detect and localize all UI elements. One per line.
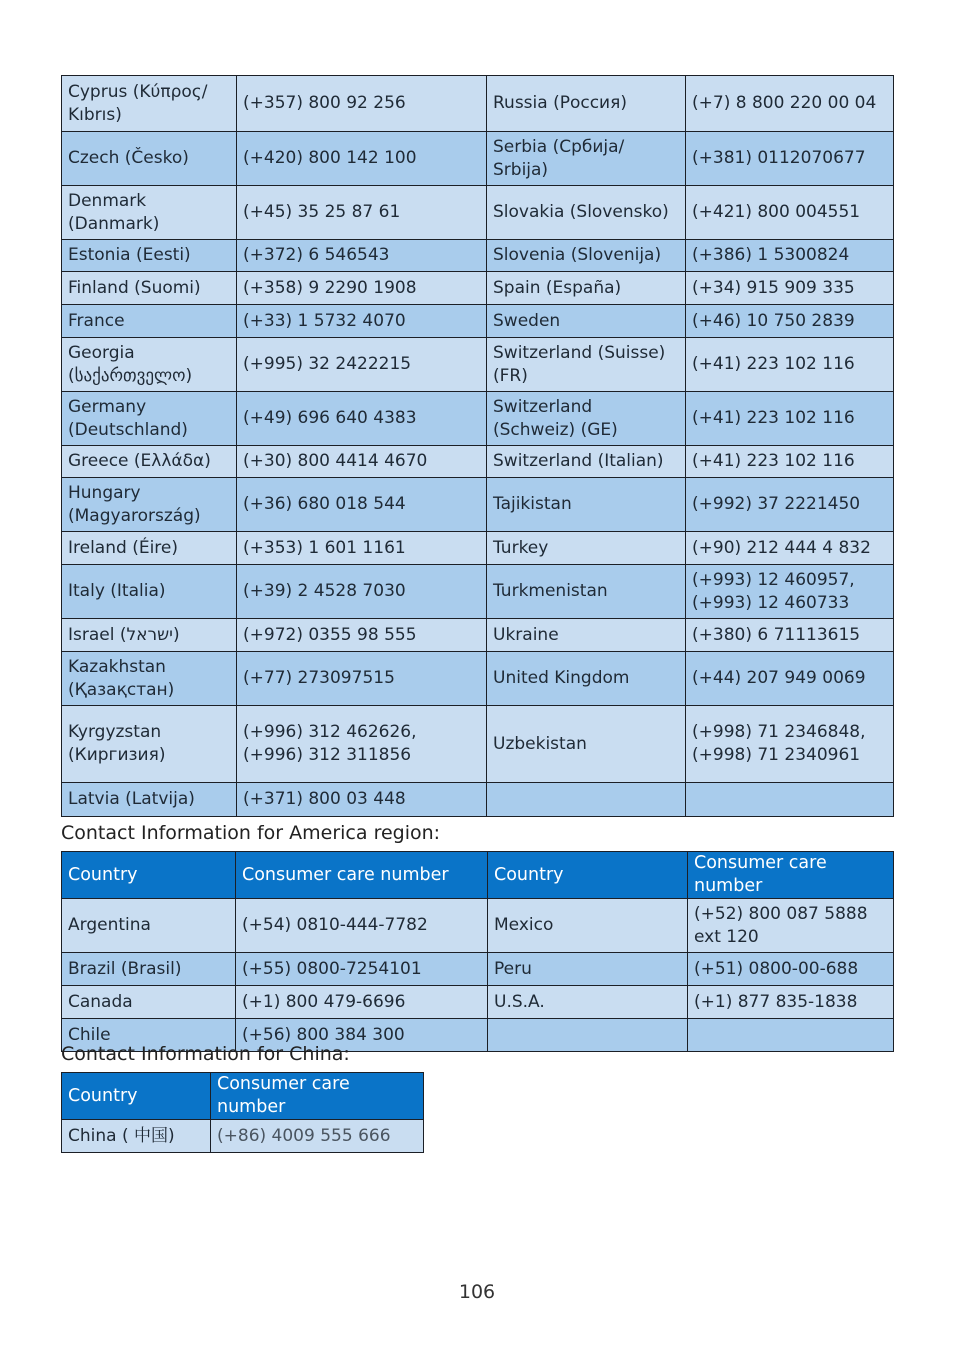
phone-cell: (+996) 312 462626, (+996) 312 311856: [237, 706, 487, 783]
country-cell: Latvia (Latvija): [62, 783, 237, 817]
country-cell: Peru: [488, 953, 688, 986]
phone-cell: (+41) 223 102 116: [686, 338, 894, 392]
phone-cell: (+55) 0800-7254101: [236, 953, 488, 986]
phone-cell: (+353) 1 601 1161: [237, 532, 487, 565]
europe-contact-table: [61, 75, 894, 817]
phone-cell: (+372) 6 546543: [237, 240, 487, 272]
phone-cell: (+46) 10 750 2839: [686, 305, 894, 338]
table-row: [62, 186, 894, 240]
phone-cell: (+77) 273097515: [237, 652, 487, 706]
country-cell: Italy (Italia): [62, 565, 237, 619]
country-cell: Serbia (Србија/ Srbija): [487, 132, 686, 186]
country-cell: Canada: [62, 986, 236, 1019]
phone-cell: (+993) 12 460957, (+993) 12 460733: [686, 565, 894, 619]
phone-cell: (+357) 800 92 256: [237, 76, 487, 132]
country-cell: Tajikistan: [487, 478, 686, 532]
country-cell: Chile: [62, 1019, 236, 1052]
table-row: [62, 76, 894, 132]
header-consumer-care-number: Consumer care number: [211, 1073, 424, 1120]
table-row: [62, 338, 894, 392]
country-cell: U.S.A.: [488, 986, 688, 1019]
china-caption: Contact Information for China:: [61, 1043, 350, 1065]
phone-cell: (+420) 800 142 100: [237, 132, 487, 186]
table-row: [62, 706, 894, 783]
country-cell: Turkey: [487, 532, 686, 565]
country-cell: Sweden: [487, 305, 686, 338]
phone-cell: (+34) 915 909 335: [686, 272, 894, 305]
country-cell: Czech (Česko): [62, 132, 237, 186]
country-cell: [487, 783, 686, 817]
country-cell: Denmark (Danmark): [62, 186, 237, 240]
phone-cell: (+7) 8 800 220 00 04: [686, 76, 894, 132]
country-cell: Switzerland (Italian): [487, 446, 686, 478]
table-row: [62, 953, 894, 986]
phone-cell: (+56) 800 384 300: [236, 1019, 488, 1052]
country-cell: Turkmenistan: [487, 565, 686, 619]
country-cell: China ( 中国): [62, 1120, 211, 1153]
header-consumer-care-number: Consumer care number: [236, 852, 488, 899]
phone-cell: (+41) 223 102 116: [686, 392, 894, 446]
country-cell: Ukraine: [487, 619, 686, 652]
country-cell: Slovenia (Slovenija): [487, 240, 686, 272]
country-cell: Switzerland (Schweiz) (GE): [487, 392, 686, 446]
country-cell: Hungary (Magyarország): [62, 478, 237, 532]
phone-cell: (+44) 207 949 0069: [686, 652, 894, 706]
country-cell: Mexico: [488, 899, 688, 953]
country-cell: Israel (ישראל): [62, 619, 237, 652]
country-cell: Switzerland (Suisse) (FR): [487, 338, 686, 392]
phone-cell: [686, 783, 894, 817]
country-cell: Germany (Deutschland): [62, 392, 237, 446]
phone-cell: (+380) 6 71113615: [686, 619, 894, 652]
phone-cell: (+386) 1 5300824: [686, 240, 894, 272]
phone-cell: (+52) 800 087 5888 ext 120: [688, 899, 894, 953]
phone-cell: (+1) 800 479-6696: [236, 986, 488, 1019]
america-caption: Contact Information for America region:: [61, 822, 441, 844]
table-row: [62, 899, 894, 953]
phone-cell: (+36) 680 018 544: [237, 478, 487, 532]
phone-cell: (+381) 0112070677: [686, 132, 894, 186]
table-row: [62, 986, 894, 1019]
phone-cell: (+86) 4009 555 666: [211, 1120, 424, 1153]
table-row: [62, 272, 894, 305]
china-contact-table: [61, 1072, 424, 1153]
header-country: Country: [62, 852, 236, 899]
country-cell: Georgia (საქართველო): [62, 338, 237, 392]
country-cell: Russia (Россия): [487, 76, 686, 132]
phone-cell: (+49) 696 640 4383: [237, 392, 487, 446]
table-row: [62, 619, 894, 652]
table-row: [62, 305, 894, 338]
country-cell: Spain (España): [487, 272, 686, 305]
country-cell: Kazakhstan (Қазақстан): [62, 652, 237, 706]
country-cell: United Kingdom: [487, 652, 686, 706]
table-row: [62, 240, 894, 272]
phone-cell: (+421) 800 004551: [686, 186, 894, 240]
table-row: [62, 446, 894, 478]
table-row: [62, 1120, 424, 1153]
country-cell: Slovakia (Slovensko): [487, 186, 686, 240]
country-cell: Brazil (Brasil): [62, 953, 236, 986]
country-cell: [488, 1019, 688, 1052]
country-cell: Cyprus (Κύπρος/ Kıbrıs): [62, 76, 237, 132]
phone-cell: [688, 1019, 894, 1052]
table-row: [62, 532, 894, 565]
country-cell: Finland (Suomi): [62, 272, 237, 305]
table-row: [62, 132, 894, 186]
phone-cell: (+51) 0800-00-688: [688, 953, 894, 986]
country-cell: Argentina: [62, 899, 236, 953]
phone-cell: (+972) 0355 98 555: [237, 619, 487, 652]
phone-cell: (+992) 37 2221450: [686, 478, 894, 532]
phone-cell: (+371) 800 03 448: [237, 783, 487, 817]
phone-cell: (+54) 0810-444-7782: [236, 899, 488, 953]
table-row: [62, 478, 894, 532]
page-number: 106: [458, 1281, 496, 1303]
phone-cell: (+30) 800 4414 4670: [237, 446, 487, 478]
phone-cell: (+41) 223 102 116: [686, 446, 894, 478]
phone-cell: (+998) 71 2346848, (+998) 71 2340961: [686, 706, 894, 783]
phone-cell: (+45) 35 25 87 61: [237, 186, 487, 240]
country-cell: Estonia (Eesti): [62, 240, 237, 272]
table-row: [62, 392, 894, 446]
country-cell: Greece (Ελλάδα): [62, 446, 237, 478]
country-cell: Uzbekistan: [487, 706, 686, 783]
table-row: [62, 783, 894, 817]
phone-cell: (+995) 32 2422215: [237, 338, 487, 392]
phone-cell: (+1) 877 835-1838: [688, 986, 894, 1019]
phone-cell: (+33) 1 5732 4070: [237, 305, 487, 338]
country-cell: Kyrgyzstan (Киргизия): [62, 706, 237, 783]
phone-cell: (+358) 9 2290 1908: [237, 272, 487, 305]
table-row: [62, 565, 894, 619]
table-row: [62, 652, 894, 706]
header-country: Country: [488, 852, 688, 899]
phone-cell: (+90) 212 444 4 832: [686, 532, 894, 565]
header-consumer-care-number: Consumer care number: [688, 852, 894, 899]
country-cell: Ireland (Éire): [62, 532, 237, 565]
phone-cell: (+39) 2 4528 7030: [237, 565, 487, 619]
america-contact-table: [61, 851, 894, 1052]
header-country: Country: [62, 1073, 211, 1120]
country-cell: France: [62, 305, 237, 338]
